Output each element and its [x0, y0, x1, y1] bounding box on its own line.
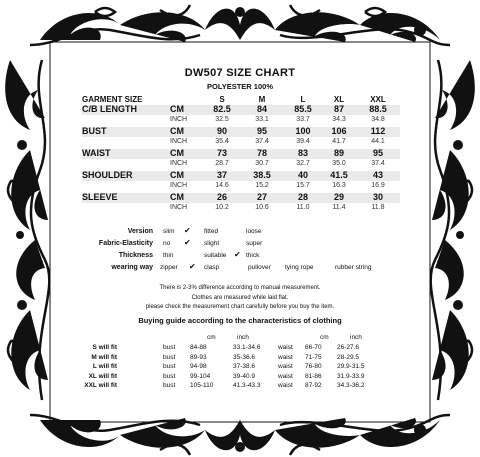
elasticity-option: no [163, 240, 171, 247]
check-mark-icon: ✔ [234, 250, 241, 259]
cell-value: 73 [216, 148, 227, 158]
guide-col-inch: inch [237, 334, 249, 341]
wearing-option: clasp [204, 264, 220, 271]
cell-value: 40 [297, 170, 308, 180]
cell-value-inch: 33.7 [296, 116, 310, 123]
cell-value-inch: 10.2 [215, 204, 229, 211]
cell-value: 95 [256, 126, 267, 136]
guide-bust-inch: 41.3-43.3 [233, 382, 261, 389]
cell-value-inch: 35.4 [215, 138, 229, 145]
unit-inch: INCH [170, 182, 188, 189]
guide-bust-label: bust [163, 344, 176, 351]
cell-value-inch: 16.9 [371, 182, 385, 189]
material-subtitle: POLYESTER 100% [206, 82, 273, 91]
guide-waist-label: waist [278, 353, 293, 361]
cell-value: 85.5 [294, 104, 312, 114]
elasticity-option: slight [204, 240, 220, 247]
unit-cm: CM [170, 148, 184, 158]
size-header-m: M [258, 95, 266, 104]
guide-waist-cm: 87-92 [305, 382, 322, 389]
guide-waist-label: waist [278, 382, 293, 389]
cell-value: 29 [333, 192, 344, 202]
cell-value: 43 [372, 170, 383, 180]
wearing-option: rubber string [335, 264, 372, 271]
cell-value-inch: 41.7 [332, 138, 346, 145]
garment-size-header: GARMENT SIZE [82, 95, 143, 104]
cell-value: 82.5 [213, 104, 231, 114]
guide-bust-cm: 94-98 [190, 363, 207, 370]
thickness-label: Thickness [118, 252, 153, 259]
row-label: SLEEVE [82, 192, 118, 202]
cell-value: 26 [216, 192, 227, 202]
unit-cm: CM [170, 104, 184, 114]
guide-bust-label: bust [163, 363, 176, 370]
version-option: fitted [204, 228, 219, 235]
cell-value-inch: 11.4 [332, 204, 346, 211]
cell-value-inch: 44.1 [371, 138, 385, 145]
version-option: slim [163, 228, 175, 235]
guide-bust-inch: 39-40.9 [233, 372, 256, 380]
cell-value: 87 [333, 104, 344, 114]
cell-value: 83 [297, 148, 308, 158]
row-label: BUST [82, 126, 107, 136]
unit-inch: INCH [170, 138, 188, 145]
chart-title: DW507 SIZE CHART [184, 67, 296, 79]
cell-value: 41.5 [330, 170, 348, 180]
cell-value-inch: 39.4 [296, 138, 310, 145]
buying-guide-title: Buying guide according to the characteristics of clothing [138, 316, 342, 325]
cell-value: 89 [333, 148, 344, 158]
row-label: WAIST [82, 148, 111, 158]
wearing-option: tying rope [285, 264, 314, 271]
size-header-xxl: XXL [370, 95, 386, 104]
guide-bust-cm: 84-88 [190, 344, 207, 351]
unit-cm: CM [170, 126, 184, 136]
guide-waist-cm: 76-80 [305, 363, 322, 370]
cell-value: 30 [372, 192, 383, 202]
cell-value-inch: 14.6 [215, 182, 229, 189]
check-mark-icon: ✔ [184, 238, 191, 247]
guide-waist-cm: 66-70 [305, 344, 322, 351]
check-mark-icon: ✔ [184, 226, 191, 235]
cell-value: 95 [372, 148, 383, 158]
cell-value: 84 [256, 104, 267, 114]
guide-waist-inch: 28-29.5 [337, 353, 360, 361]
version-label: Version [127, 228, 153, 235]
guide-size: XXL will fit [84, 382, 117, 389]
size-header-s: S [219, 95, 225, 104]
note-line: please check the measurement chart carefully before you buy the item. [145, 304, 335, 310]
unit-inch: INCH [170, 204, 188, 211]
guide-bust-label: bust [163, 353, 176, 361]
guide-bust-cm: 105-110 [190, 382, 214, 389]
guide-bust-cm: 99-104 [190, 372, 211, 380]
row-label: C/B LENGTH [82, 104, 137, 114]
cell-value: 106 [331, 126, 347, 136]
guide-waist-cm: 71-75 [305, 353, 322, 361]
guide-waist-inch: 34.3-36.2 [337, 382, 365, 389]
guide-waist-inch: 26-27.6 [337, 344, 360, 351]
wearing-option: zipper [160, 264, 178, 271]
wearing-option: pullover [248, 264, 271, 271]
guide-col-inch: inch [350, 334, 362, 341]
cell-value-inch: 32.5 [215, 116, 229, 123]
guide-size: XL will fit [88, 372, 117, 380]
guide-bust-label: bust [163, 372, 176, 380]
cell-value: 90 [216, 126, 227, 136]
cell-value: 112 [370, 126, 386, 136]
guide-bust-inch: 37-38.6 [233, 363, 256, 370]
unit-cm: CM [170, 192, 184, 202]
cell-value: 37 [216, 170, 227, 180]
note-line: There is 2-3% difference according to manual measurement. [159, 285, 321, 291]
cell-value-inch: 10.6 [255, 204, 269, 211]
check-mark-icon: ✔ [189, 262, 196, 271]
elasticity-label: Fabric-Elasticity [98, 240, 153, 247]
cell-value-inch: 11.8 [371, 204, 385, 211]
cell-value: 28 [297, 192, 308, 202]
guide-waist-cm: 81-86 [305, 372, 322, 380]
guide-bust-inch: 35-36.6 [233, 353, 256, 361]
cell-value: 27 [256, 192, 267, 202]
cell-value-inch: 34.3 [332, 116, 346, 123]
row-label: SHOULDER [82, 170, 133, 180]
thickness-option: thin [163, 252, 174, 259]
elasticity-option: super [246, 240, 263, 247]
guide-waist-inch: 31.9-33.9 [337, 372, 365, 380]
cell-value: 88.5 [369, 104, 387, 114]
cell-value-inch: 30.7 [255, 160, 269, 167]
unit-cm: CM [170, 170, 184, 180]
note-line: Clothes are measured while laid flat. [191, 295, 289, 301]
unit-inch: INCH [170, 116, 188, 123]
guide-col-cm: cm [320, 334, 329, 341]
size-header-l: L [300, 95, 306, 104]
size-header-xl: XL [333, 95, 345, 104]
cell-value-inch: 15.2 [255, 182, 269, 189]
guide-bust-label: bust [163, 382, 176, 389]
guide-waist-label: waist [278, 372, 293, 380]
guide-size: M will fit [91, 353, 117, 361]
cell-value-inch: 32.7 [296, 160, 310, 167]
guide-bust-inch: 33.1-34.6 [233, 344, 261, 351]
thickness-option: suitable [204, 252, 227, 259]
guide-bust-cm: 89-93 [190, 353, 207, 361]
cell-value-inch: 11.0 [296, 204, 310, 211]
unit-inch: INCH [170, 160, 188, 167]
cell-value-inch: 15.7 [296, 182, 310, 189]
guide-size: S will fit [92, 344, 117, 351]
cell-value: 38.5 [253, 170, 271, 180]
cell-value: 100 [295, 126, 311, 136]
guide-waist-label: waist [278, 344, 293, 351]
cell-value-inch: 33.1 [255, 116, 269, 123]
version-option: loose [246, 228, 262, 235]
guide-waist-inch: 29.9-31.5 [337, 363, 365, 370]
thickness-option: thick [246, 252, 260, 259]
guide-size: L will fit [92, 363, 117, 370]
cell-value: 78 [256, 148, 267, 158]
cell-value-inch: 37.4 [371, 160, 385, 167]
guide-col-cm: cm [207, 334, 216, 341]
cell-value-inch: 35.0 [332, 160, 346, 167]
cell-value-inch: 34.8 [371, 116, 385, 123]
cell-value-inch: 28.7 [215, 160, 229, 167]
wearing-way-label: wearing way [111, 264, 153, 271]
guide-waist-label: waist [278, 363, 293, 370]
cell-value-inch: 37.4 [255, 138, 269, 145]
cell-value-inch: 16.3 [332, 182, 346, 189]
